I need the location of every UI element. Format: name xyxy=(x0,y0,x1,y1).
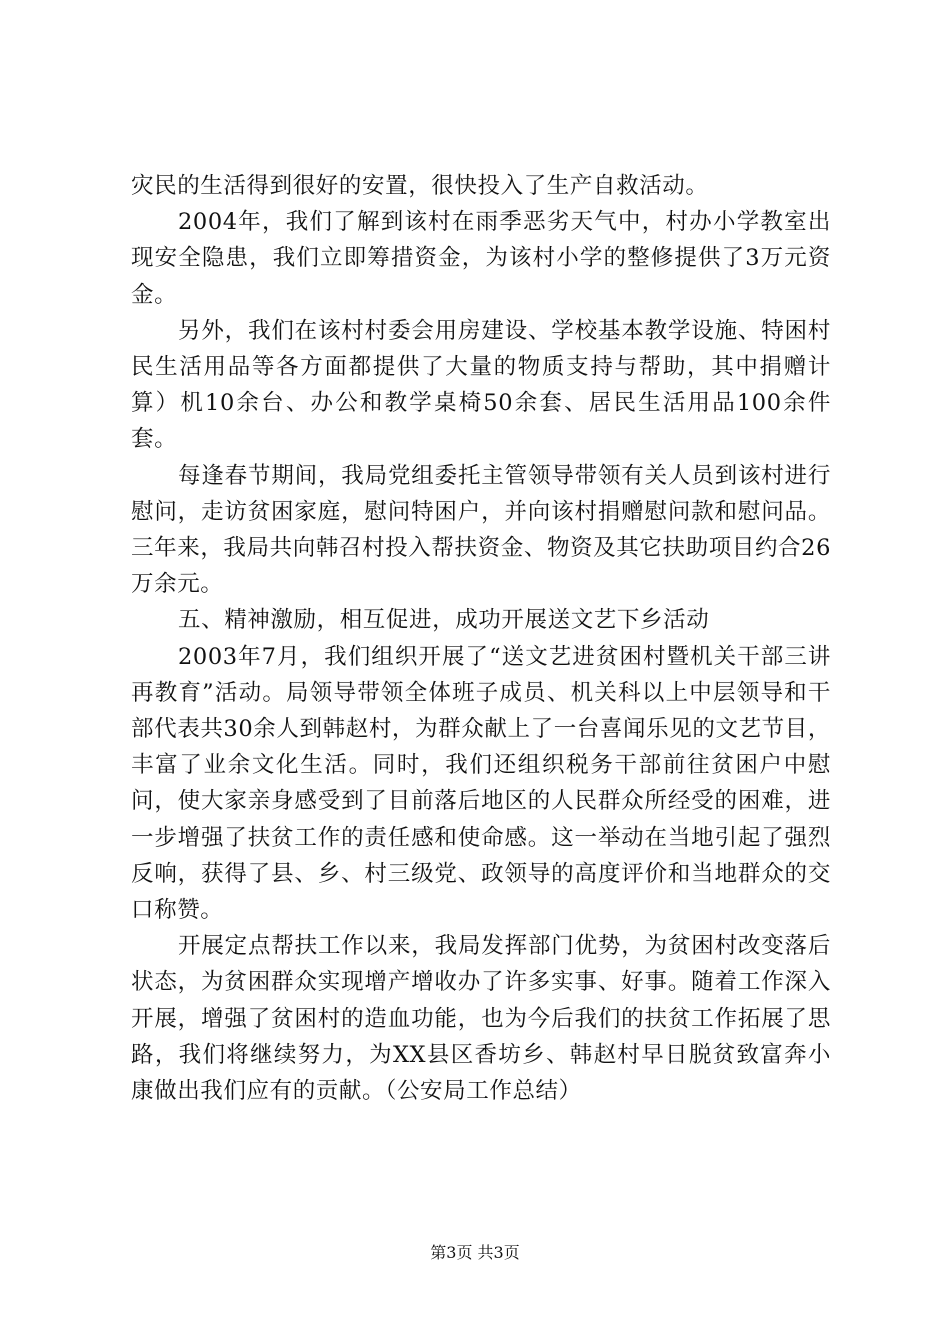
document-body xyxy=(131,168,831,1109)
paragraph: 另外，我们在该村村委会用房建设、学校基本教学设施、特困村民生活用品等各方面都提供了大量的物质支持与帮助，其中捐赠计算）机10余台、办公和教学桌椅50余套、居民生活用品100余件套。 xyxy=(131,317,831,453)
paragraph: 灾民的生活得到很好的安置，很快投入了生产自救活动。 xyxy=(131,173,709,199)
page-number-label: 第3页 共3页 xyxy=(430,1243,520,1262)
page-footer xyxy=(0,1242,950,1264)
section-heading: 五、精神激励，相互促进，成功开展送文艺下乡活动 xyxy=(178,607,710,634)
paragraph: 2003年7月，我们组织开展了“送文艺进贫困村暨机关干部三讲再教育”活动。局领导带领全体班子成员、机关科以上中层领导和干部代表共30余人到韩赵村，为群众献上了一台喜闻乐见的文艺节目，丰富了业余文化生活。同时，我们还组织税务干部前往贫困户中慰问，使大家亲身感受到了目前落后地区的人民群众所经受的困难，进一步增强了扶贫工作的责任感和使命感。这一举动在当地引起了强烈反响，获得了县、乡、村三级党、政领导的高度评价和当地群众的交口称赞。 xyxy=(131,643,831,924)
paragraph: 2004年，我们了解到该村在雨季恶劣天气中，村办小学教室出现安全隐患，我们立即筹措资金，为该村小学的整修提供了3万元资金。 xyxy=(131,209,831,308)
paragraph: 每逢春节期间，我局党组委托主管领导带领有关人员到该村进行慰问，走访贫困家庭，慰问特困户，并向该村捐赠慰问款和慰问品。三年来，我局共向韩召村投入帮扶资金、物资及其它扶助项目约合26万余元。 xyxy=(131,462,831,598)
paragraph: 开展定点帮扶工作以来，我局发挥部门优势，为贫困村改变落后状态，为贫困群众实现增产增收办了许多实事、好事。随着工作深入开展，增强了贫困村的造血功能，也为今后我们的扶贫工作拓展了思路，我们将继续努力，为XX县区香坊乡、韩赵村早日脱贫致富奔小康做出我们应有的贡献。（公安局工作总结） xyxy=(131,933,831,1105)
